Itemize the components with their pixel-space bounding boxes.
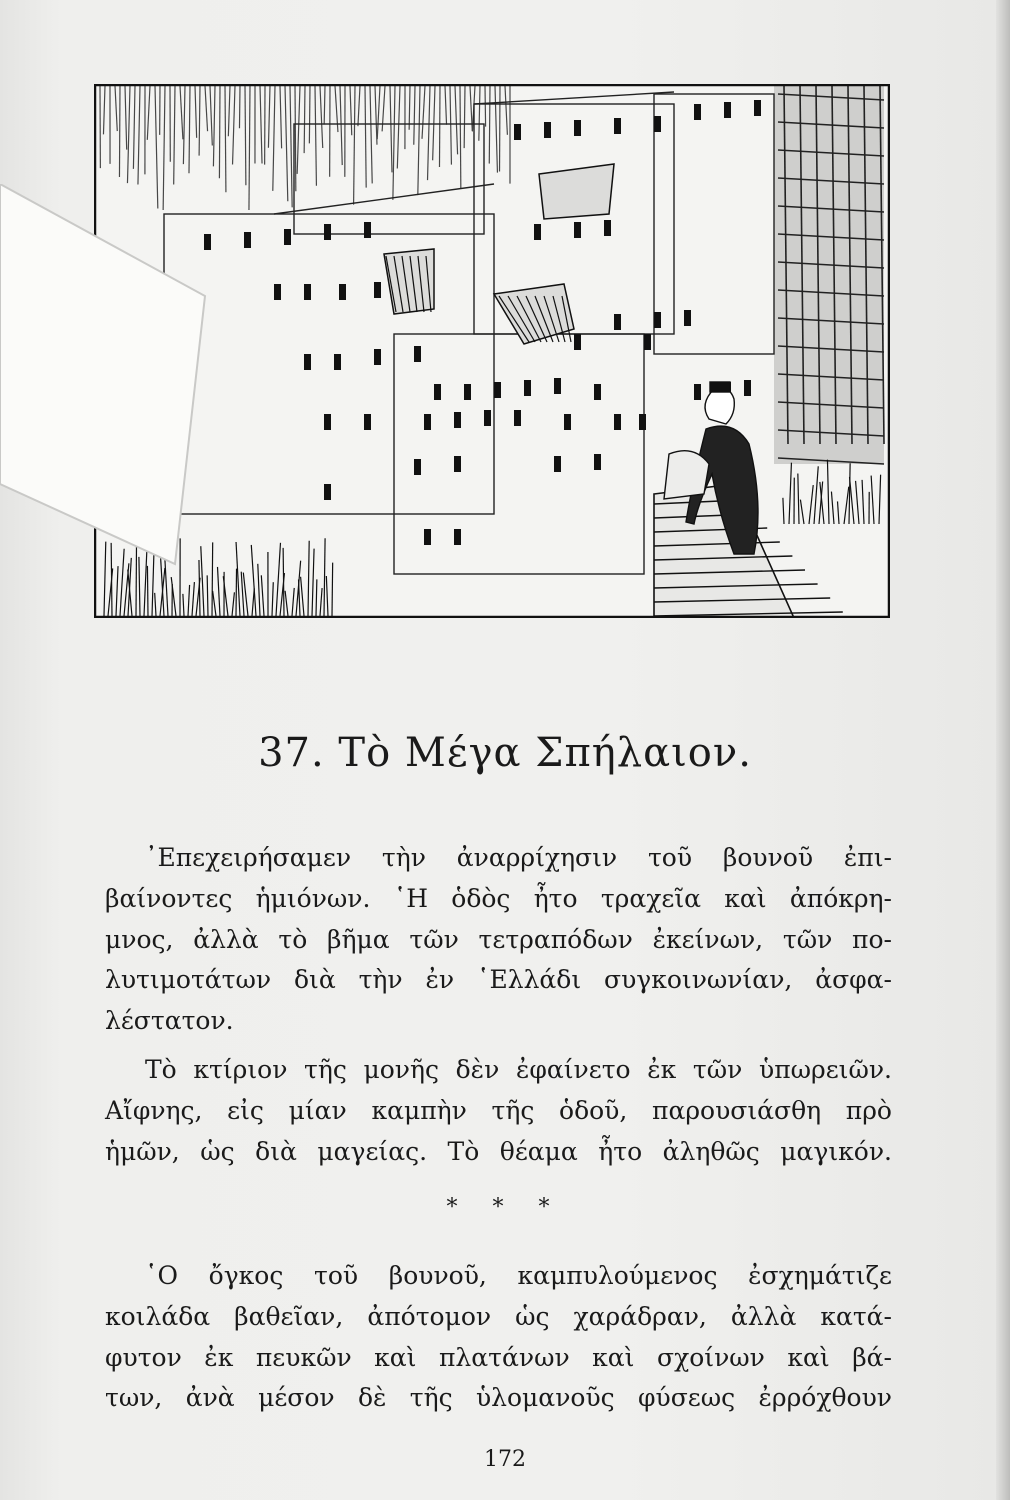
text-line: ἡμῶν, ὡς διὰ μαγείας. Τὸ θέαμα ἦτο ἀληθῶς μαγικόν. [105,1136,892,1166]
paragraph-2 [105,1050,892,1172]
paragraph-1 [105,838,892,1042]
text-line: Τὸ κτίριον τῆς μονῆς δὲν ἐφαίνετο ἐκ τῶν ὑπωρειῶν. [145,1055,892,1084]
text-line: βαίνοντες ἡμιόνων. ῾Η ὁδὸς ἦτο τραχεῖα καὶ ἀπόκρη- [105,883,892,913]
text-line: λέστατον. [105,1006,234,1036]
paragraph-3 [105,1256,892,1419]
text-line: φυτον ἐκ πευκῶν καὶ πλατάνων καὶ σχοίνων καὶ βά- [105,1342,892,1372]
chapter-title: 37. Τὸ Μέγα Σπήλαιον. [258,730,752,776]
text-line: ᾿Επεχειρήσαμεν τὴν ἀναρρίχησιν τοῦ βουνοῦ ἐπι- [145,843,892,872]
text-line: κοιλάδα βαθεῖαν, ἀπότομον ὡς χαράδραν, ἀλλὰ κατά- [105,1301,892,1331]
monastery-illustration [94,84,890,618]
page-number: 172 [484,1447,526,1472]
text-line: λυτιμοτάτων διὰ τὴν ἐν ῾Ελλάδι συγκοινωνίαν, ἀσφα- [105,965,892,995]
section-separator: * * * [446,1195,564,1220]
text-line: μνος, ἀλλὰ τὸ βῆμα τῶν τετραπόδων ἐκείνων, τῶν πο- [105,924,892,954]
text-line: των, ἀνὰ μέσον δὲ τῆς ὑλομανοῦς φύσεως ἐρρόχθουν [105,1383,892,1413]
paper-slip [0,184,220,604]
text-line: Αἴφνης, εἰς μίαν καμπὴν τῆς ὁδοῦ, παρουσιάσθη πρὸ [105,1095,892,1125]
text-line: ῾Ο ὄγκος τοῦ βουνοῦ, καμπυλούμενος ἐσχημάτιζε [145,1261,892,1290]
